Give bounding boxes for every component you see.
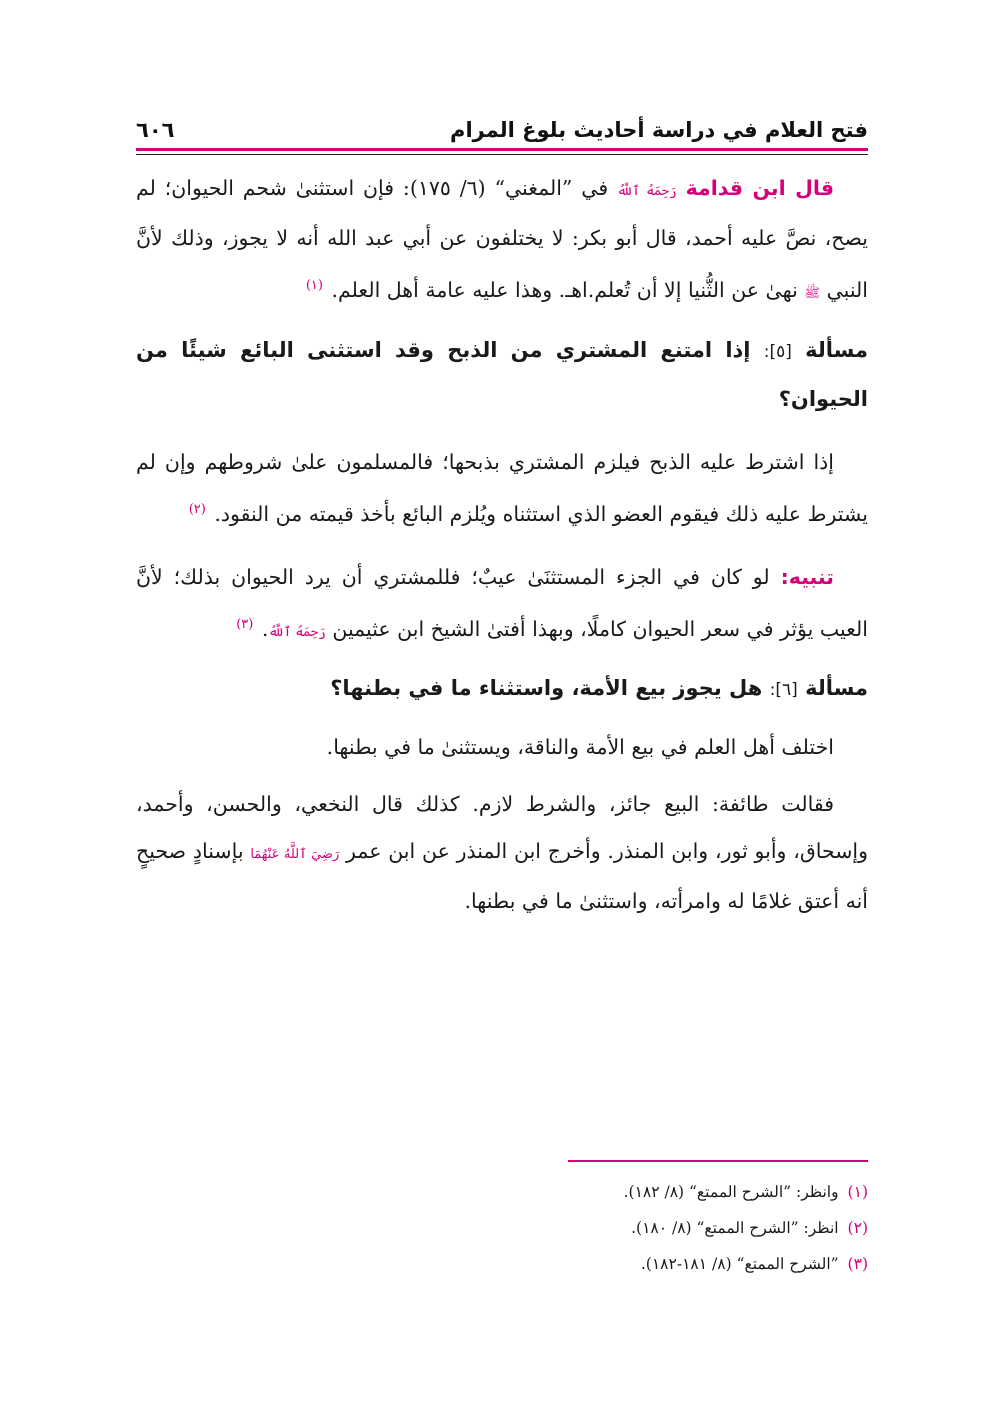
question-label: مسألة: [805, 337, 869, 362]
footnote-text: انظر: ”الشرح الممتع“ (٨/ ١٨٠).: [631, 1219, 839, 1237]
footnote-number: (٣): [847, 1255, 868, 1273]
footnote-item: [136, 1210, 868, 1246]
question-text: إذا امتنع المشتري من الذبح وقد استثنى البائع شيئًا من الحيوان؟: [136, 337, 868, 411]
running-header: [136, 108, 868, 142]
footnote-ref: (٣): [236, 616, 254, 632]
honorific: رَضِيَ ٱللَّهُ عَنْهُمَا: [250, 847, 340, 863]
sentence-end: .: [261, 616, 269, 641]
footnote-ref: (١): [305, 278, 323, 293]
source-name: قال ابن قدامة: [685, 176, 834, 200]
honorific-prophet: ﷺ: [804, 285, 821, 301]
question-number: [٦]:: [769, 680, 798, 701]
footnote-item: [136, 1246, 868, 1282]
footnote-item: [136, 1174, 868, 1210]
question-text: هل يجوز بيع الأمة، واستثناء ما في بطنها؟: [330, 676, 763, 701]
page-content: [136, 108, 868, 925]
note-label: تنبيه:: [780, 564, 834, 589]
paragraph-answer-5: [136, 439, 868, 538]
page-number: ٦٠٦: [136, 118, 175, 142]
header-rule-accent: [136, 148, 868, 151]
header-rule-dark: [136, 154, 868, 155]
question-label: مسألة: [805, 676, 868, 701]
paragraph-text: في ”المغني“ (٦/ ١٧٥): فإن استثنىٰ شحم الحيوان؛ لم يصح، نصَّ عليه أحمد، قال أبو بكر: لا يختلفون عن أبي عبد الله أنه لا يجوز، وذلك لأنَّ النبي: [136, 176, 868, 302]
question-5-heading: [136, 327, 868, 423]
question-6-heading: [136, 665, 868, 714]
footnote-text: وانظر: ”الشرح الممتع“ (٨/ ١٨٢).: [623, 1183, 839, 1201]
paragraph-text-cont: نهىٰ عن الثُّنيا إلا أن تُعلم.اهـ. وهذا عليه عامة أهل العلم.: [331, 277, 798, 302]
paragraph-group-opinion: [136, 781, 868, 925]
footnote-number: (٢): [847, 1219, 868, 1237]
footnote-separator: [568, 1160, 868, 1162]
paragraph-disagreement: [136, 724, 868, 771]
footnote-text: ”الشرح الممتع“ (٨/ ١٨١-١٨٢).: [640, 1255, 839, 1273]
honorific: رَحِمَهُ ٱللَّهُ: [268, 624, 326, 640]
paragraph-text-cont: بإسنادٍ صحيحٍ أنه أعتق غلامًا له وامرأته، واستثنىٰ ما في بطنها.: [136, 839, 868, 914]
footnote-ref: (٢): [188, 501, 206, 517]
paragraph-text: اختلف أهل العلم في بيع الأمة والناقة، ويستثنىٰ ما في بطنها.: [326, 735, 834, 760]
paragraph-ibn-qudama: [136, 165, 868, 317]
paragraph-text: لو كان في الجزء المستثنَىٰ عيبٌ؛ فللمشتري أن يرد الحيوان بذلك؛ لأنَّ العيب يؤثر في سعر الحيوان كاملًا، وبهذا أفتىٰ الشيخ ابن عثيمين: [136, 564, 868, 641]
book-title: فتح العلام في دراسة أحاديث بلوغ المرام: [450, 118, 868, 142]
footnote-number: (١): [847, 1183, 868, 1201]
honorific: رَحِمَهُ ٱللَّهُ: [616, 184, 677, 199]
paragraph-text: فقالت طائفة: البيع جائز، والشرط لازم. كذلك قال النخعي، والحسن، وأحمد، وإسحاق، وأبو ثور، وابن المنذر. وأخرج ابن المنذر عن ابن عمر: [136, 792, 868, 864]
footnotes: [136, 1174, 868, 1282]
question-number: [٥]:: [763, 341, 792, 362]
paragraph-note: [136, 554, 868, 656]
paragraph-text: إذا اشترط عليه الذبح فيلزم المشتري بذبحها؛ فالمسلمون علىٰ شروطهم وإن لم يشترط عليه ذلك فيقوم العضو الذي استثناه ويُلزم البائع بأخذ قيمته من النقود.: [136, 449, 868, 526]
